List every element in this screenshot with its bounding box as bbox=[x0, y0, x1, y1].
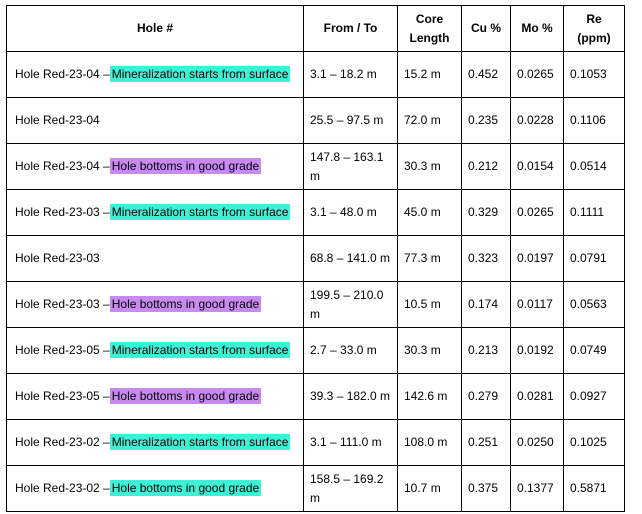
hole-note-highlight: Mineralization starts from surface bbox=[111, 205, 289, 219]
table-row bbox=[7, 374, 625, 420]
re-cell: 0.0514 bbox=[564, 144, 625, 190]
header-from-to: From / To bbox=[304, 6, 398, 52]
core-length-cell: 72.0 m bbox=[398, 98, 462, 144]
re-cell: 0.5871 bbox=[564, 466, 625, 512]
table-row bbox=[7, 236, 625, 282]
hole-cell bbox=[7, 328, 304, 374]
mo-cell: 0.0265 bbox=[511, 190, 564, 236]
cu-cell: 0.329 bbox=[462, 190, 511, 236]
table-row bbox=[7, 190, 625, 236]
hole-id: Hole Red-23-04 bbox=[15, 113, 100, 127]
re-cell: 0.1106 bbox=[564, 98, 625, 144]
hole-id: Hole Red-23-02 bbox=[15, 481, 100, 495]
hole-note-highlight: Hole bottoms in good grade bbox=[111, 481, 260, 495]
hole-note-separator: – bbox=[99, 481, 110, 495]
from-to-cell: 3.1 – 48.0 m bbox=[304, 190, 398, 236]
re-cell: 0.0927 bbox=[564, 374, 625, 420]
re-cell: 0.1111 bbox=[564, 190, 625, 236]
cu-cell: 0.213 bbox=[462, 328, 511, 374]
hole-id: Hole Red-23-03 bbox=[15, 205, 100, 219]
cu-cell: 0.323 bbox=[462, 236, 511, 282]
hole-cell bbox=[7, 236, 304, 282]
mo-cell: 0.0192 bbox=[511, 328, 564, 374]
hole-cell bbox=[7, 374, 304, 420]
header-row bbox=[7, 6, 625, 52]
cu-cell: 0.235 bbox=[462, 98, 511, 144]
hole-note-separator: – bbox=[99, 343, 110, 357]
core-length-cell: 45.0 m bbox=[398, 190, 462, 236]
hole-cell bbox=[7, 52, 304, 98]
hole-note-highlight: Hole bottoms in good grade bbox=[111, 389, 260, 403]
header-hole: Hole # bbox=[7, 6, 304, 52]
cu-cell: 0.279 bbox=[462, 374, 511, 420]
hole-note-separator: – bbox=[99, 389, 110, 403]
from-to-cell: 68.8 – 141.0 m bbox=[304, 236, 398, 282]
hole-id: Hole Red-23-03 bbox=[15, 251, 100, 265]
hole-note-highlight: Mineralization starts from surface bbox=[111, 67, 289, 81]
core-length-cell: 108.0 m bbox=[398, 420, 462, 466]
re-cell: 0.0791 bbox=[564, 236, 625, 282]
table-body bbox=[7, 52, 625, 512]
table-row bbox=[7, 282, 625, 328]
re-cell: 0.1053 bbox=[564, 52, 625, 98]
cu-cell: 0.452 bbox=[462, 52, 511, 98]
core-length-cell: 142.6 m bbox=[398, 374, 462, 420]
header-core-length: Core Length bbox=[398, 6, 462, 52]
table-row bbox=[7, 98, 625, 144]
from-to-cell: 199.5 – 210.0 m bbox=[304, 282, 398, 328]
hole-note-highlight: Hole bottoms in good grade bbox=[111, 159, 260, 173]
from-to-cell: 147.8 – 163.1 m bbox=[304, 144, 398, 190]
header-cu: Cu % bbox=[462, 6, 511, 52]
mo-cell: 0.0250 bbox=[511, 420, 564, 466]
mo-cell: 0.1377 bbox=[511, 466, 564, 512]
header-mo: Mo % bbox=[511, 6, 564, 52]
hole-id: Hole Red-23-05 bbox=[15, 389, 100, 403]
hole-cell bbox=[7, 144, 304, 190]
from-to-cell: 158.5 – 169.2 m bbox=[304, 466, 398, 512]
hole-note-separator: – bbox=[99, 67, 110, 81]
cu-cell: 0.174 bbox=[462, 282, 511, 328]
hole-id: Hole Red-23-02 bbox=[15, 435, 100, 449]
cu-cell: 0.212 bbox=[462, 144, 511, 190]
cu-cell: 0.251 bbox=[462, 420, 511, 466]
from-to-cell: 25.5 – 97.5 m bbox=[304, 98, 398, 144]
hole-note-separator: – bbox=[99, 435, 110, 449]
hole-note-highlight: Mineralization starts from surface bbox=[111, 343, 289, 357]
hole-cell bbox=[7, 98, 304, 144]
core-length-cell: 10.5 m bbox=[398, 282, 462, 328]
hole-cell bbox=[7, 190, 304, 236]
core-length-cell: 77.3 m bbox=[398, 236, 462, 282]
cu-cell: 0.375 bbox=[462, 466, 511, 512]
hole-id: Hole Red-23-04 bbox=[15, 159, 100, 173]
hole-id: Hole Red-23-05 bbox=[15, 343, 100, 357]
hole-note-separator: – bbox=[99, 159, 110, 173]
from-to-cell: 2.7 – 33.0 m bbox=[304, 328, 398, 374]
from-to-cell: 3.1 – 18.2 m bbox=[304, 52, 398, 98]
table-row bbox=[7, 52, 625, 98]
hole-cell bbox=[7, 420, 304, 466]
mo-cell: 0.0281 bbox=[511, 374, 564, 420]
table-row bbox=[7, 328, 625, 374]
re-cell: 0.1025 bbox=[564, 420, 625, 466]
mo-cell: 0.0117 bbox=[511, 282, 564, 328]
header-re: Re (ppm) bbox=[564, 6, 625, 52]
mo-cell: 0.0265 bbox=[511, 52, 564, 98]
hole-note-separator: – bbox=[99, 205, 110, 219]
core-length-cell: 30.3 m bbox=[398, 144, 462, 190]
core-length-cell: 10.7 m bbox=[398, 466, 462, 512]
core-length-cell: 30.3 m bbox=[398, 328, 462, 374]
mo-cell: 0.0197 bbox=[511, 236, 564, 282]
from-to-cell: 39.3 – 182.0 m bbox=[304, 374, 398, 420]
hole-cell bbox=[7, 466, 304, 512]
table-row bbox=[7, 420, 625, 466]
core-length-cell: 15.2 m bbox=[398, 52, 462, 98]
hole-id: Hole Red-23-03 bbox=[15, 297, 100, 311]
mo-cell: 0.0228 bbox=[511, 98, 564, 144]
hole-note-separator: – bbox=[99, 297, 110, 311]
hole-note-highlight: Mineralization starts from surface bbox=[111, 435, 289, 449]
re-cell: 0.0563 bbox=[564, 282, 625, 328]
hole-cell bbox=[7, 282, 304, 328]
re-cell: 0.0749 bbox=[564, 328, 625, 374]
table-row bbox=[7, 144, 625, 190]
hole-note-highlight: Hole bottoms in good grade bbox=[111, 297, 260, 311]
drill-results-table bbox=[6, 5, 625, 512]
table-row bbox=[7, 466, 625, 512]
from-to-cell: 3.1 – 111.0 m bbox=[304, 420, 398, 466]
mo-cell: 0.0154 bbox=[511, 144, 564, 190]
hole-id: Hole Red-23-04 bbox=[15, 67, 100, 81]
